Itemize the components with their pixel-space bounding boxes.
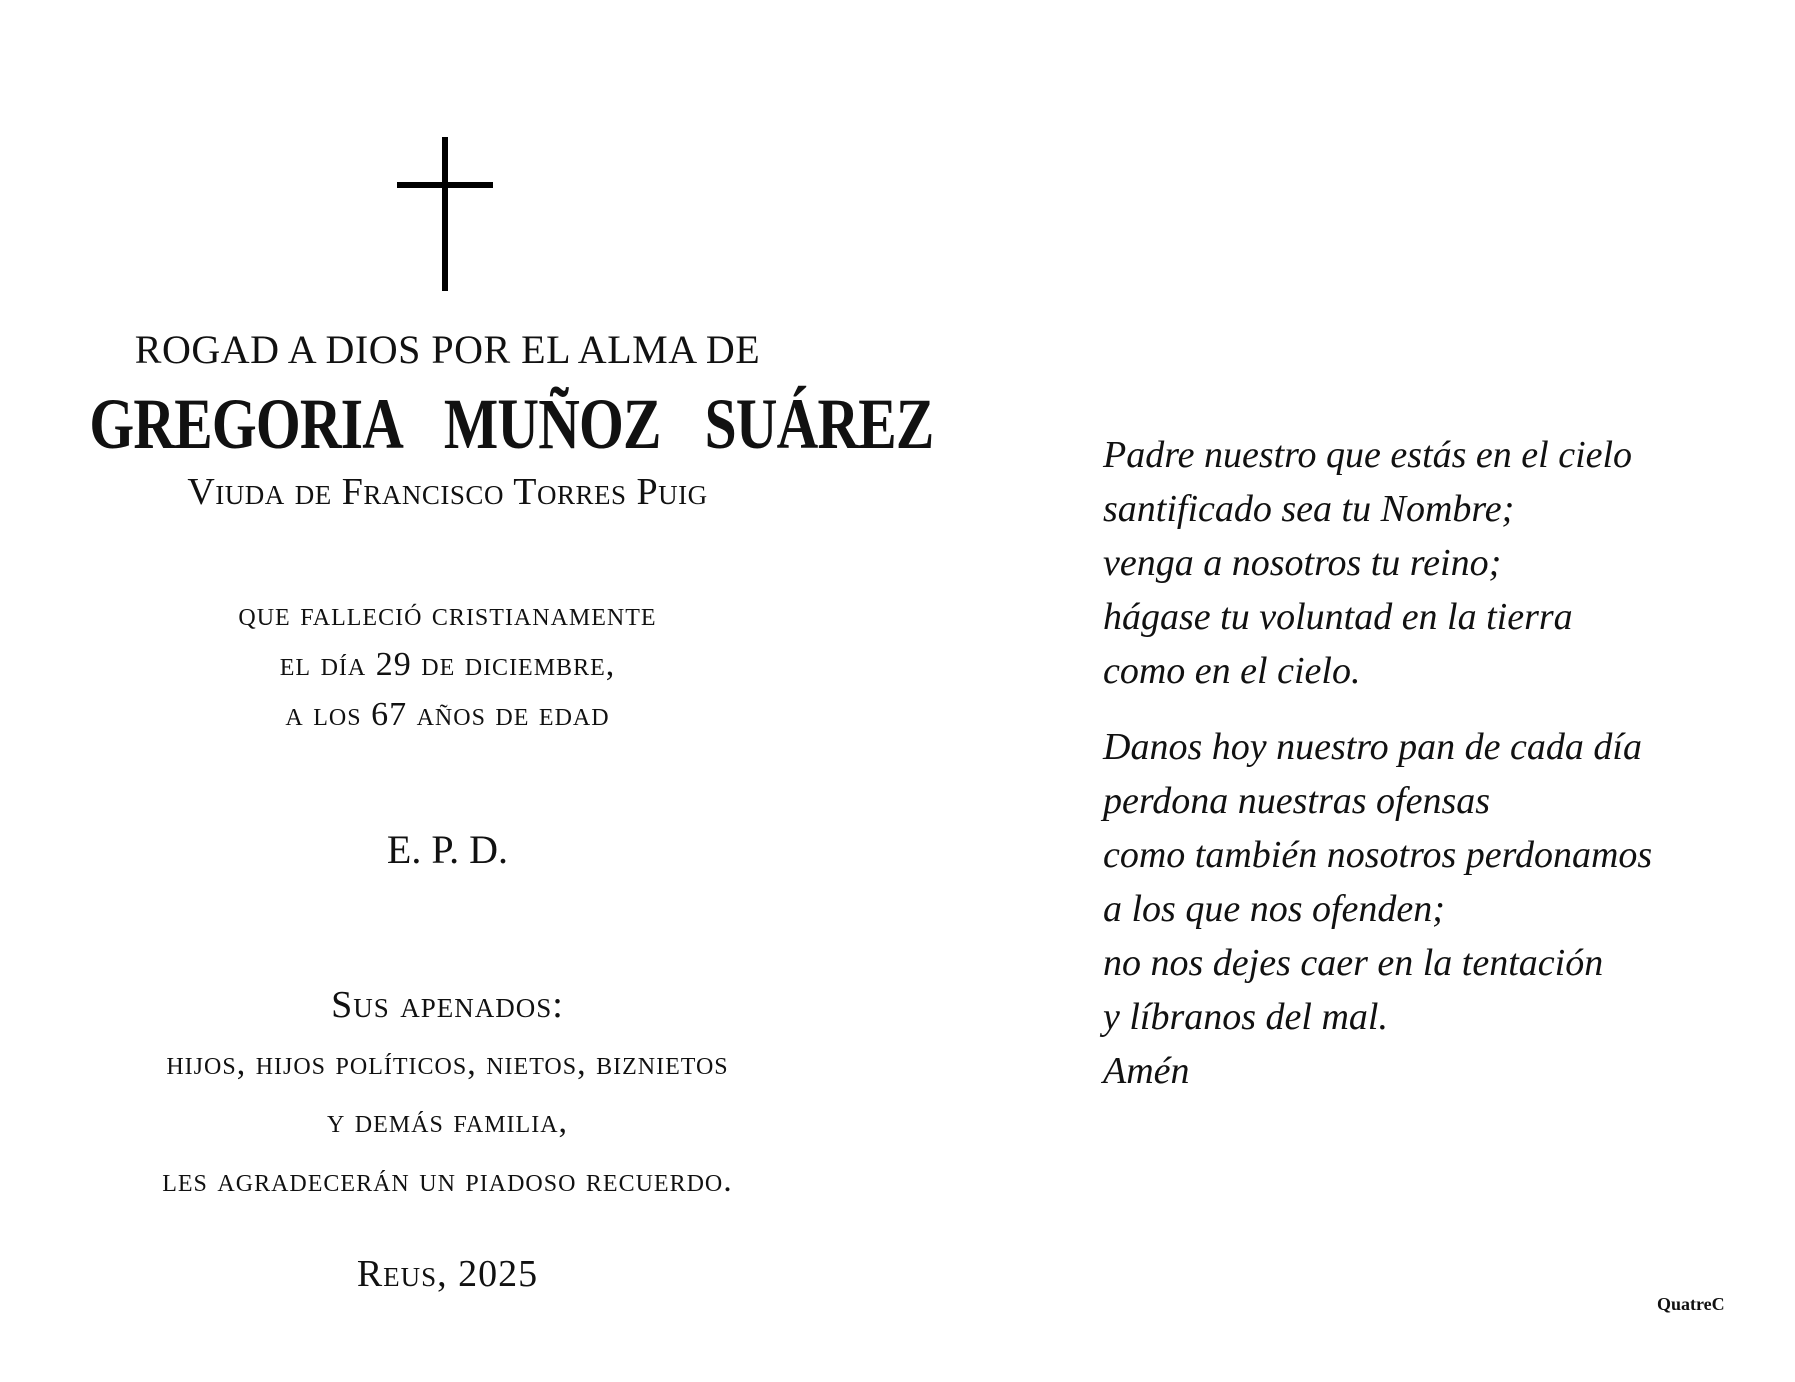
mourners-line-3: les agradecerán un piadoso recuerdo.	[162, 1162, 733, 1199]
deceased-name: GREGORIA MUÑOZ SUÁREZ	[89, 384, 934, 464]
prayer-line: a los que nos ofenden;	[1103, 888, 1445, 930]
intro-text: ROGAD A DIOS POR EL ALMA DE	[134, 327, 761, 372]
prayer-line: como en el cielo.	[1103, 650, 1361, 692]
prayer-line: no nos dejes caer en la tentación	[1103, 942, 1604, 984]
epd-text: E. P. D.	[386, 827, 509, 872]
mourners-title: Sus apenados:	[331, 984, 564, 1026]
printer-mark: QuatreC	[1657, 1294, 1725, 1314]
prayer-line: como también nosotros perdonamos	[1103, 834, 1653, 876]
prayer-line: Amén	[1103, 1050, 1190, 1092]
cross-icon	[397, 137, 493, 291]
stanza-divider	[1103, 698, 1652, 720]
place-year: Reus, 2025	[356, 1253, 539, 1295]
death-line-2: el día 29 de diciembre,	[279, 646, 616, 683]
lords-prayer	[1103, 428, 1652, 1098]
mourners-line-2: y demás familia,	[326, 1103, 569, 1140]
prayer-line: venga a nosotros tu reino;	[1103, 542, 1502, 584]
cross-horizontal-bar	[397, 182, 493, 188]
prayer-line: santificado sea tu Nombre;	[1103, 488, 1515, 530]
death-line-3: a los 67 años de edad	[285, 696, 610, 733]
prayer-line: hágase tu voluntad en la tierra	[1103, 596, 1573, 638]
prayer-line: perdona nuestras ofensas	[1103, 780, 1491, 822]
death-line-1: que falleció cristianamente	[238, 596, 657, 633]
prayer-line: Danos hoy nuestro pan de cada día	[1103, 726, 1642, 768]
cross-vertical-bar	[442, 137, 448, 291]
prayer-line: Padre nuestro que estás en el cielo	[1103, 434, 1633, 476]
prayer-line: y líbranos del mal.	[1103, 996, 1388, 1038]
mourners-line-1: hijos, hijos políticos, nietos, biznietos	[166, 1045, 729, 1082]
widow-of-text: Viuda de Francisco Torres Puig	[187, 471, 708, 513]
